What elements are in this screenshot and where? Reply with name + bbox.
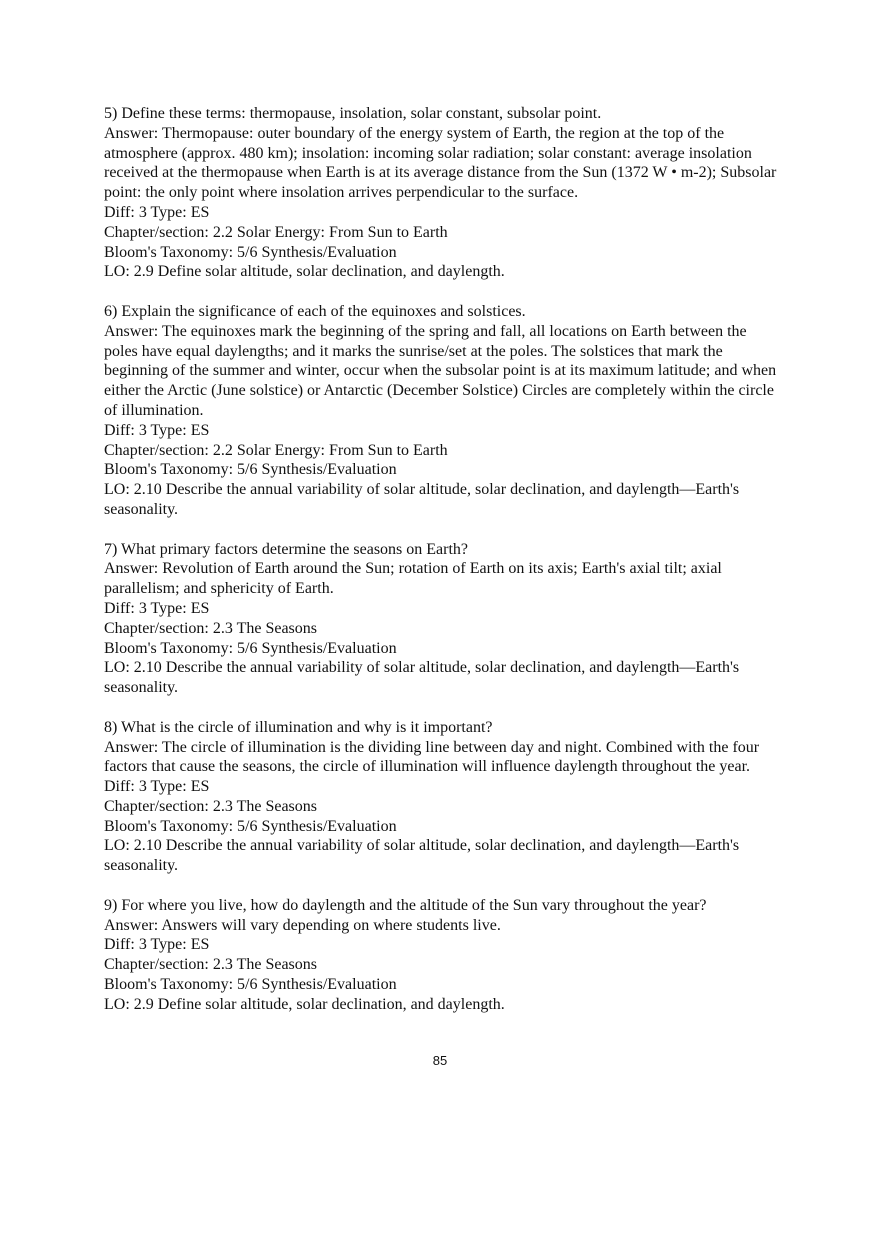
question-9 — [104, 896, 784, 1015]
chapter-section-text: Chapter/section: 2.3 The Seasons — [104, 619, 317, 637]
answer-text: Answer: The circle of illumination is the dividing line between day and night. Combined with the four factors that cause the seasons, the circle of illumination will influence daylength throughout the year. — [104, 738, 760, 776]
chapter-section-text: Chapter/section: 2.3 The Seasons — [104, 956, 317, 974]
learning-objective-text: LO: 2.9 Define solar altitude, solar declination, and daylength. — [104, 263, 505, 281]
difficulty-text: Diff: 3 Type: ES — [104, 203, 210, 221]
answer-text: Answer: Answers will vary depending on where students live. — [104, 916, 501, 934]
question-text: 5) Define these terms: thermopause, insolation, solar constant, subsolar point. — [104, 105, 602, 122]
chapter-section-text: Chapter/section: 2.3 The Seasons — [104, 797, 317, 815]
difficulty-text: Diff: 3 Type: ES — [104, 936, 210, 954]
blooms-taxonomy-text: Bloom's Taxonomy: 5/6 Synthesis/Evaluation — [104, 976, 397, 994]
difficulty-text: Diff: 3 Type: ES — [104, 778, 210, 796]
question-text: 7) What primary factors determine the seasons on Earth? — [104, 540, 469, 558]
question-text: 6) Explain the significance of each of the equinoxes and solstices. — [104, 302, 526, 320]
chapter-section-text: Chapter/section: 2.2 Solar Energy: From Sun to Earth — [104, 441, 448, 459]
page-number: 85 — [432, 1053, 448, 1068]
difficulty-text: Diff: 3 Type: ES — [104, 599, 210, 617]
learning-objective-text: LO: 2.9 Define solar altitude, solar declination, and daylength. — [104, 995, 505, 1013]
answer-text: Answer: Revolution of Earth around the Sun; rotation of Earth on its axis; Earth's axial tilt; axial parallelism; and sphericity of Earth. — [104, 560, 722, 598]
blooms-taxonomy-text: Bloom's Taxonomy: 5/6 Synthesis/Evaluation — [104, 817, 397, 835]
question-8 — [104, 718, 784, 876]
answer-text: Answer: Thermopause: outer boundary of the energy system of Earth, the region at the top of the atmosphere (approx. 480 km); insolation: incoming solar radiation; solar constant: average insolation received at the thermopause when Earth is at its average distance from the Sun (1372 W • m-2); Subsolar point: the only point where insolation arrives perpendicular to the surface. — [104, 124, 777, 202]
question-text: 8) What is the circle of illumination and why is it important? — [104, 718, 493, 736]
difficulty-text: Diff: 3 Type: ES — [104, 421, 210, 439]
question-5 — [104, 104, 784, 282]
learning-objective-text: LO: 2.10 Describe the annual variability of solar altitude, solar declination, and daylength—Earth's seasonality. — [104, 837, 740, 875]
learning-objective-text: LO: 2.10 Describe the annual variability of solar altitude, solar declination, and daylength—Earth's seasonality. — [104, 481, 740, 518]
question-6 — [104, 302, 784, 520]
document-page — [104, 104, 784, 1034]
learning-objective-text: LO: 2.10 Describe the annual variability of solar altitude, solar declination, and daylength—Earth's seasonality. — [104, 659, 740, 697]
question-text: 9) For where you live, how do daylength and the altitude of the Sun vary throughout the year? — [104, 896, 707, 914]
answer-text: Answer: The equinoxes mark the beginning of the spring and fall, all locations on Earth between the poles have equal daylengths; and it marks the sunrise/set at the poles. The solstices that mark the beginning of the summer and winter, occur when the subsolar point is at its maximum latitude; and when either the Arctic (June solstice) or Antarctic (December Solstice) Circles are completely within the circle of illumination. — [104, 322, 777, 419]
chapter-section-text: Chapter/section: 2.2 Solar Energy: From Sun to Earth — [104, 223, 448, 241]
blooms-taxonomy-text: Bloom's Taxonomy: 5/6 Synthesis/Evaluation — [104, 461, 397, 479]
question-7 — [104, 540, 784, 698]
blooms-taxonomy-text: Bloom's Taxonomy: 5/6 Synthesis/Evaluation — [104, 243, 397, 261]
blooms-taxonomy-text: Bloom's Taxonomy: 5/6 Synthesis/Evaluation — [104, 639, 397, 657]
